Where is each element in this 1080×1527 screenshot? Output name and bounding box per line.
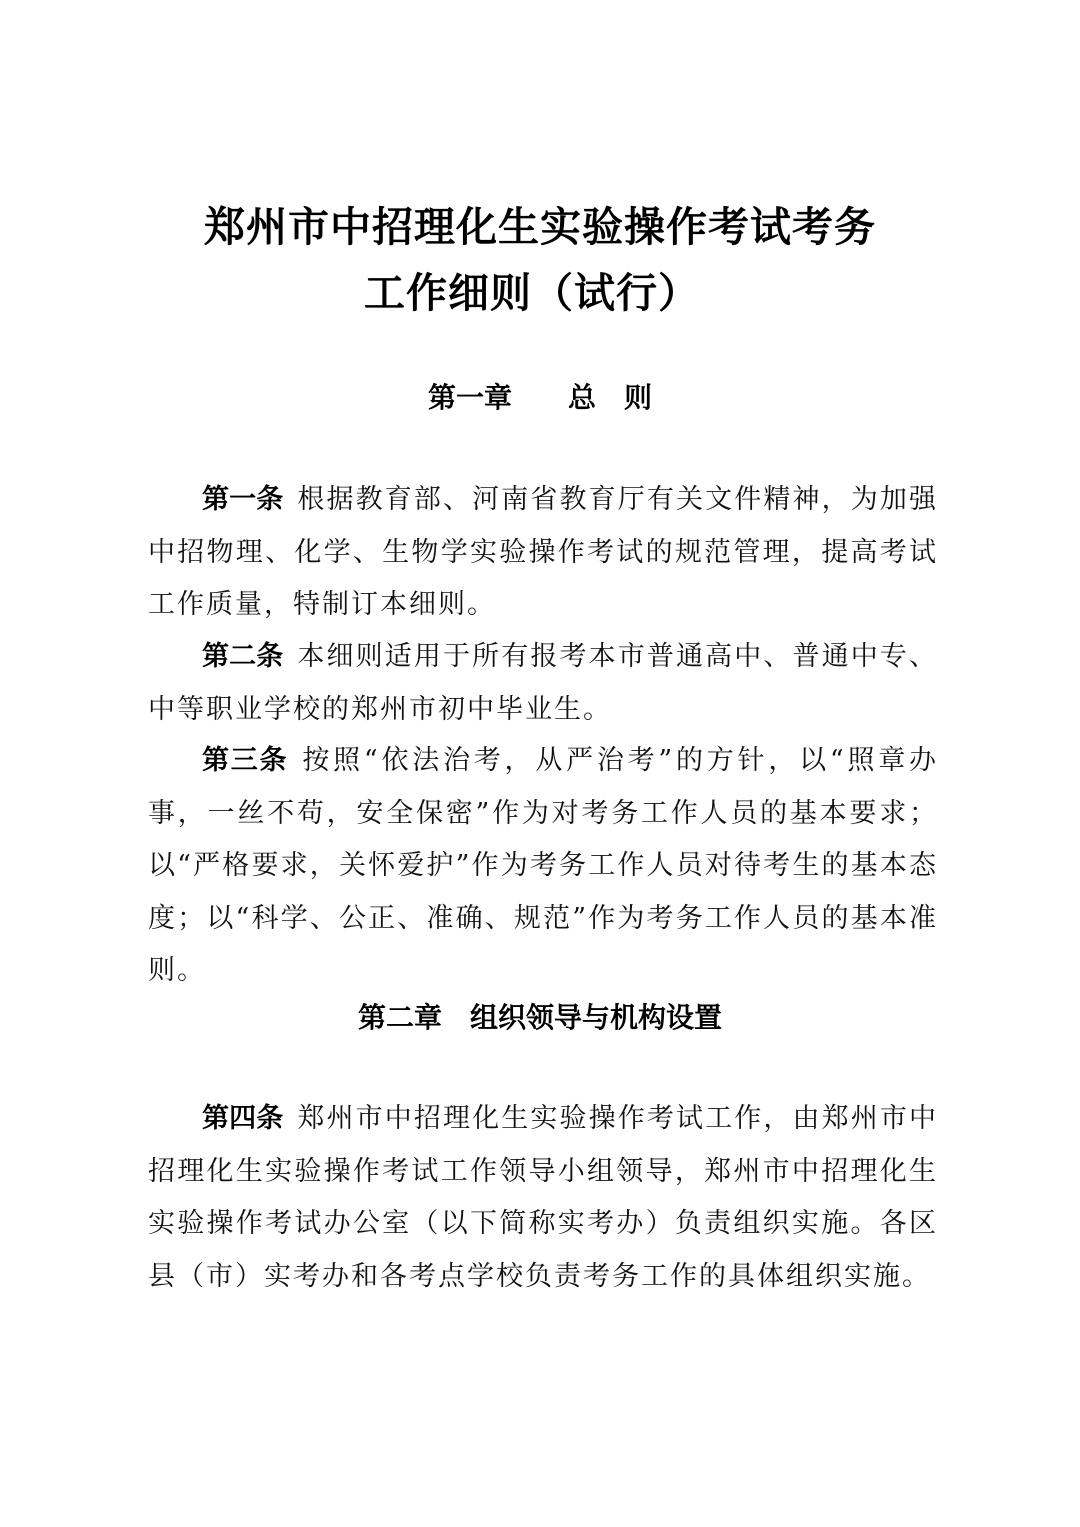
document-title-line1: 郑州市中招理化生实验操作考试考务	[204, 203, 876, 251]
document-title-line2: 工作细则（试行）	[364, 269, 700, 317]
article-label: 第二条	[202, 641, 284, 672]
article-text: 根据教育部、河南省教育厅有关文件精神，为加强中招物理、化学、生物学实验操作考试的规范管理，提高考试工作质量，特制订本细则。	[148, 484, 938, 620]
article-3	[148, 735, 938, 998]
chapter-heading-organization: 第二章 组织领导与机构设置	[357, 1001, 722, 1034]
article-1	[148, 474, 938, 632]
article-text: 本细则适用于所有报考本市普通高中、普通中专、中等职业学校的郑州市初中毕业生。	[148, 641, 938, 725]
article-text: 按照“依法治考，从严治考”的方针，以“照章办事，一丝不苟，安全保密”作为对考务工作人员的基本要求；以“严格要求，关怀爱护”作为考务工作人员对待考生的基本态度；以“科学、公正、准确、规范”作为考务工作人员的基本准则。	[148, 745, 938, 986]
article-text: 郑州市中招理化生实验操作考试工作，由郑州市中招理化生实验操作考试工作领导小组领导，郑州市中招理化生实验操作考试办公室（以下简称实考办）负责组织实施。各区县（市）实考办和各考点学校负责考务工作的具体组织实施。	[148, 1103, 938, 1292]
chapter-heading-general-provisions: 第一章 总 则	[427, 381, 652, 414]
article-label: 第四条	[202, 1103, 284, 1134]
article-label: 第三条	[202, 745, 289, 776]
article-4	[148, 1093, 938, 1303]
article-2	[148, 631, 938, 736]
article-label: 第一条	[202, 484, 284, 515]
